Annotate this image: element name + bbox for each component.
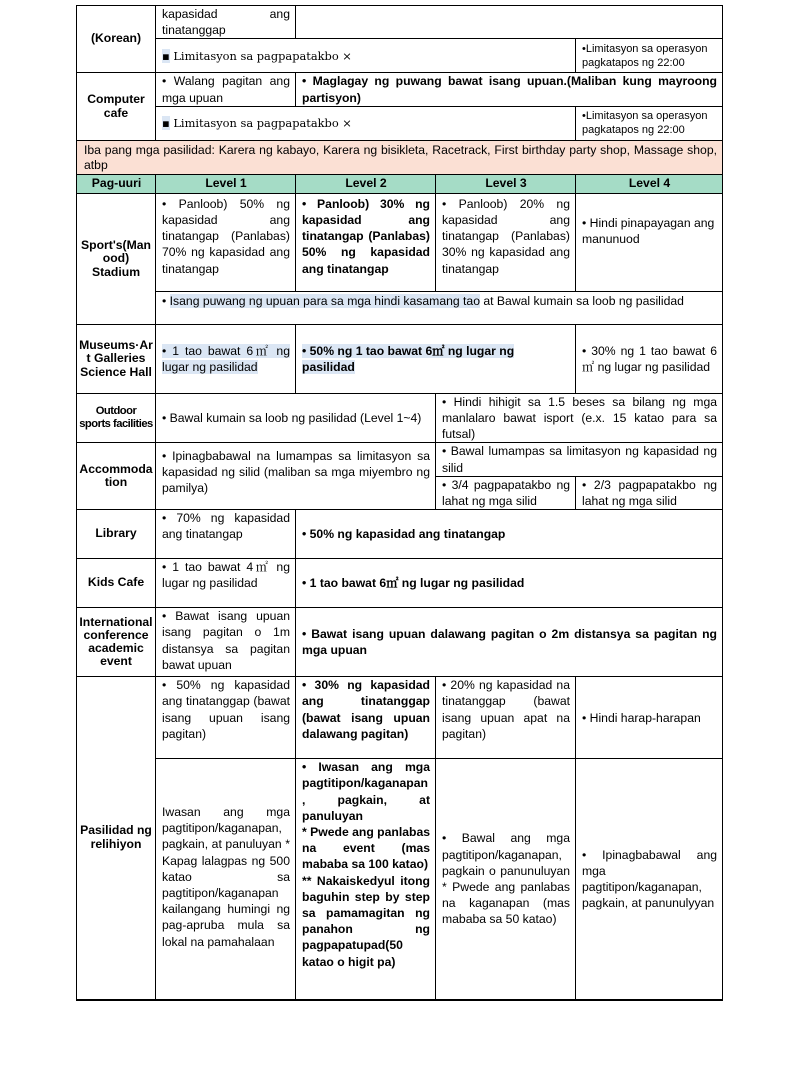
computer-cafe-operation-limit: •Limitasyon sa operasyon pagkatapos ng 22:00 bbox=[576, 106, 723, 140]
conference-level1: • Bawat isang upuan isang pagitan o 1m distansya sa pagitan bawat upuan bbox=[156, 608, 296, 677]
korean-empty-cell bbox=[296, 6, 723, 39]
religious-rule2-line-b: * Pwede ang panlabas na event (mas mababa sa 100 katao) bbox=[302, 825, 431, 872]
category-kids-cafe: Kids Cafe bbox=[77, 559, 156, 608]
outdoor-level12: • Bawal kumain sa loob ng pasilidad (Level 1~4) bbox=[156, 393, 436, 443]
religious-rule1: Iwasan ang mga pagtitipon/kaganapan, pagkain, at panuluyan * Kapag lalagpas ng 500 katao sa pagtitipon/kaganapan kailangang humingi ng pag-apruba mula sa lokal na pamahalaan bbox=[156, 759, 296, 1000]
museums-level23-text: • 50% ng 1 tao bawat 6㎡ ng lugar ng pasilidad bbox=[302, 343, 515, 374]
table-row bbox=[77, 73, 723, 106]
religious-rule4: • Ipinagbabawal ang mga pagtitipon/kaganapan, pagkain, at panunulyyan bbox=[576, 759, 723, 1000]
regulation-table bbox=[76, 5, 723, 1001]
museums-level1-text: • 1 tao bawat 6㎡ ng lugar ng pasilidad bbox=[162, 343, 290, 374]
accommodation-level3-bottom: • 3/4 pagpapatakbo ng lahat ng mga silid bbox=[436, 476, 576, 509]
conference-level234: • Bawat isang upuan dalawang pagitan o 2m distansya sa pagitan ng mga upuan bbox=[296, 608, 723, 677]
religious-rule3: • Bawal ang mga pagtitipon/kaganapan, pagkain o panunuluyan * Pwede ang panlabas na kaganapan (mas mababa sa 50 katao) bbox=[436, 759, 576, 1000]
header-level1: Level 1 bbox=[156, 174, 296, 193]
religious-cap2: • 30% ng kapasidad ang tinatanggap (bawat isang upuan dalawang pagitan) bbox=[296, 677, 436, 759]
table-row bbox=[77, 39, 723, 73]
table-row bbox=[77, 759, 723, 1000]
bullet-marker: ▪ bbox=[162, 48, 170, 63]
header-category: Pag-uuri bbox=[77, 174, 156, 193]
table-row bbox=[77, 559, 723, 608]
other-facilities-note: Iba pang mga pasilidad: Karera ng kabayo, Karera ng bisikleta, Racetrack, First birthday party shop, Massage shop, atbp bbox=[77, 140, 723, 174]
accommodation-level34-top: • Bawal lumampas sa limitasyon ng kapasidad ng silid bbox=[436, 443, 723, 476]
stadium-level2: • Panloob) 30% ng kapasidad ang tinatangap (Panlabas) 50% ng kapasidad ang tinatangap bbox=[296, 193, 436, 291]
museums-level4: • 30% ng 1 tao bawat 6㎡ ng lugar ng pasilidad bbox=[576, 324, 723, 393]
table-row bbox=[77, 510, 723, 559]
bullet-marker: ▪ bbox=[162, 116, 170, 131]
header-level4: Level 4 bbox=[576, 174, 723, 193]
kids-cafe-level234: • 1 tao bawat 6㎡ ng lugar ng pasilidad bbox=[296, 559, 723, 608]
regulation-table-page bbox=[76, 5, 722, 1001]
table-row bbox=[77, 6, 723, 39]
religious-rule2-line-a: • Iwasan ang mga pagtitipon/kaganapan, pagkain, at panuluyan bbox=[302, 760, 430, 823]
korean-level1-capacity: kapasidad ang tinatanggap bbox=[156, 6, 296, 39]
religious-rule2 bbox=[296, 759, 436, 1000]
library-level234: • 50% ng kapasidad ang tinatangap bbox=[296, 510, 723, 559]
category-computer-cafe: Computer cafe bbox=[77, 73, 156, 140]
category-korean: (Korean) bbox=[77, 6, 156, 73]
stadium-level1: • Panloob) 50% ng kapasidad ang tinatangap (Panlabas) 70% ng kapasidad ang tinatangap bbox=[156, 193, 296, 291]
table-row bbox=[77, 443, 723, 476]
table-row bbox=[77, 106, 723, 140]
table-row bbox=[77, 677, 723, 759]
highlighted-text: Isang puwang ng upuan para sa mga hindi kasamang tao bbox=[169, 293, 480, 308]
bullet-marker: • bbox=[162, 293, 170, 308]
computer-cafe-running-limit-text: Limitasyon sa pagpapatakbo × bbox=[173, 116, 352, 131]
category-museums: Museums·Art Galleries Science Hall bbox=[77, 324, 156, 393]
table-row bbox=[77, 324, 723, 393]
religious-cap3: • 20% ng kapasidad na tinatanggap (bawat isang upuan apat na pagitan) bbox=[436, 677, 576, 759]
library-level1: • 70% ng kapasidad ang tinatangap bbox=[156, 510, 296, 559]
accommodation-level12: • Ipinagbabawal na lumampas sa limitasyon sa kapasidad ng silid (maliban sa mga miyembro ng pamilya) bbox=[156, 443, 436, 510]
stadium-level3: • Panloob) 20% ng kapasidad ang tinatangap (Panlabas) 30% ng kapasidad ang tinatangap bbox=[436, 193, 576, 291]
religious-cap1: • 50% ng kapasidad ang tinatanggap (bawat isang upuan isang pagitan) bbox=[156, 677, 296, 759]
stadium-level4: • Hindi pinapayagan ang manunuod bbox=[576, 193, 723, 291]
header-level2: Level 2 bbox=[296, 174, 436, 193]
category-stadium: Sport's(Manood) Stadium bbox=[77, 193, 156, 324]
table-row bbox=[77, 291, 723, 324]
kids-cafe-level1: • 1 tao bawat 4㎡ ng lugar ng pasilidad bbox=[156, 559, 296, 608]
outdoor-level34: • Hindi hihigit sa 1.5 beses sa bilang ng mga manlalaro bawat isport (e.x. 15 katao para sa futsal) bbox=[436, 393, 723, 443]
computer-cafe-level2: • Maglagay ng puwang bawat isang upuan.(Maliban kung mayroong partisyon) bbox=[296, 73, 723, 106]
category-accommodation: Accommodation bbox=[77, 443, 156, 510]
accommodation-level4-bottom: • 2/3 pagpapatakbo ng lahat ng mga silid bbox=[576, 476, 723, 509]
museums-level1 bbox=[156, 324, 296, 393]
category-conference: International conference academic event bbox=[77, 608, 156, 677]
table-row bbox=[77, 608, 723, 677]
category-library: Library bbox=[77, 510, 156, 559]
korean-operation-limit: •Limitasyon sa operasyon pagkatapos ng 22:00 bbox=[576, 39, 723, 73]
computer-cafe-running-limit bbox=[156, 106, 576, 140]
korean-running-limit-text: Limitasyon sa pagpapatakbo × bbox=[173, 48, 352, 63]
religious-rule2-line-c: ** Nakaiskedyul itong baguhin step by step sa pamamagitan ng panahon ng pagpapatupad(50 katao o higit pa) bbox=[302, 873, 430, 969]
museums-level23 bbox=[296, 324, 576, 393]
computer-cafe-level1: • Walang pagitan ang mga upuan bbox=[156, 73, 296, 106]
korean-running-limit bbox=[156, 39, 576, 73]
category-religious: Pasilidad ng relihiyon bbox=[77, 677, 156, 1000]
header-row bbox=[77, 174, 723, 193]
table-row bbox=[77, 393, 723, 443]
header-level3: Level 3 bbox=[436, 174, 576, 193]
category-outdoor-sports: Outdoor sports facilities bbox=[77, 393, 156, 443]
stadium-common-rule bbox=[156, 291, 723, 324]
table-row bbox=[77, 193, 723, 291]
stadium-common-rule-text: at Bawal kumain sa loob ng pasilidad bbox=[479, 293, 684, 308]
table-row bbox=[77, 140, 723, 174]
religious-cap4: • Hindi harap-harapan bbox=[576, 677, 723, 759]
